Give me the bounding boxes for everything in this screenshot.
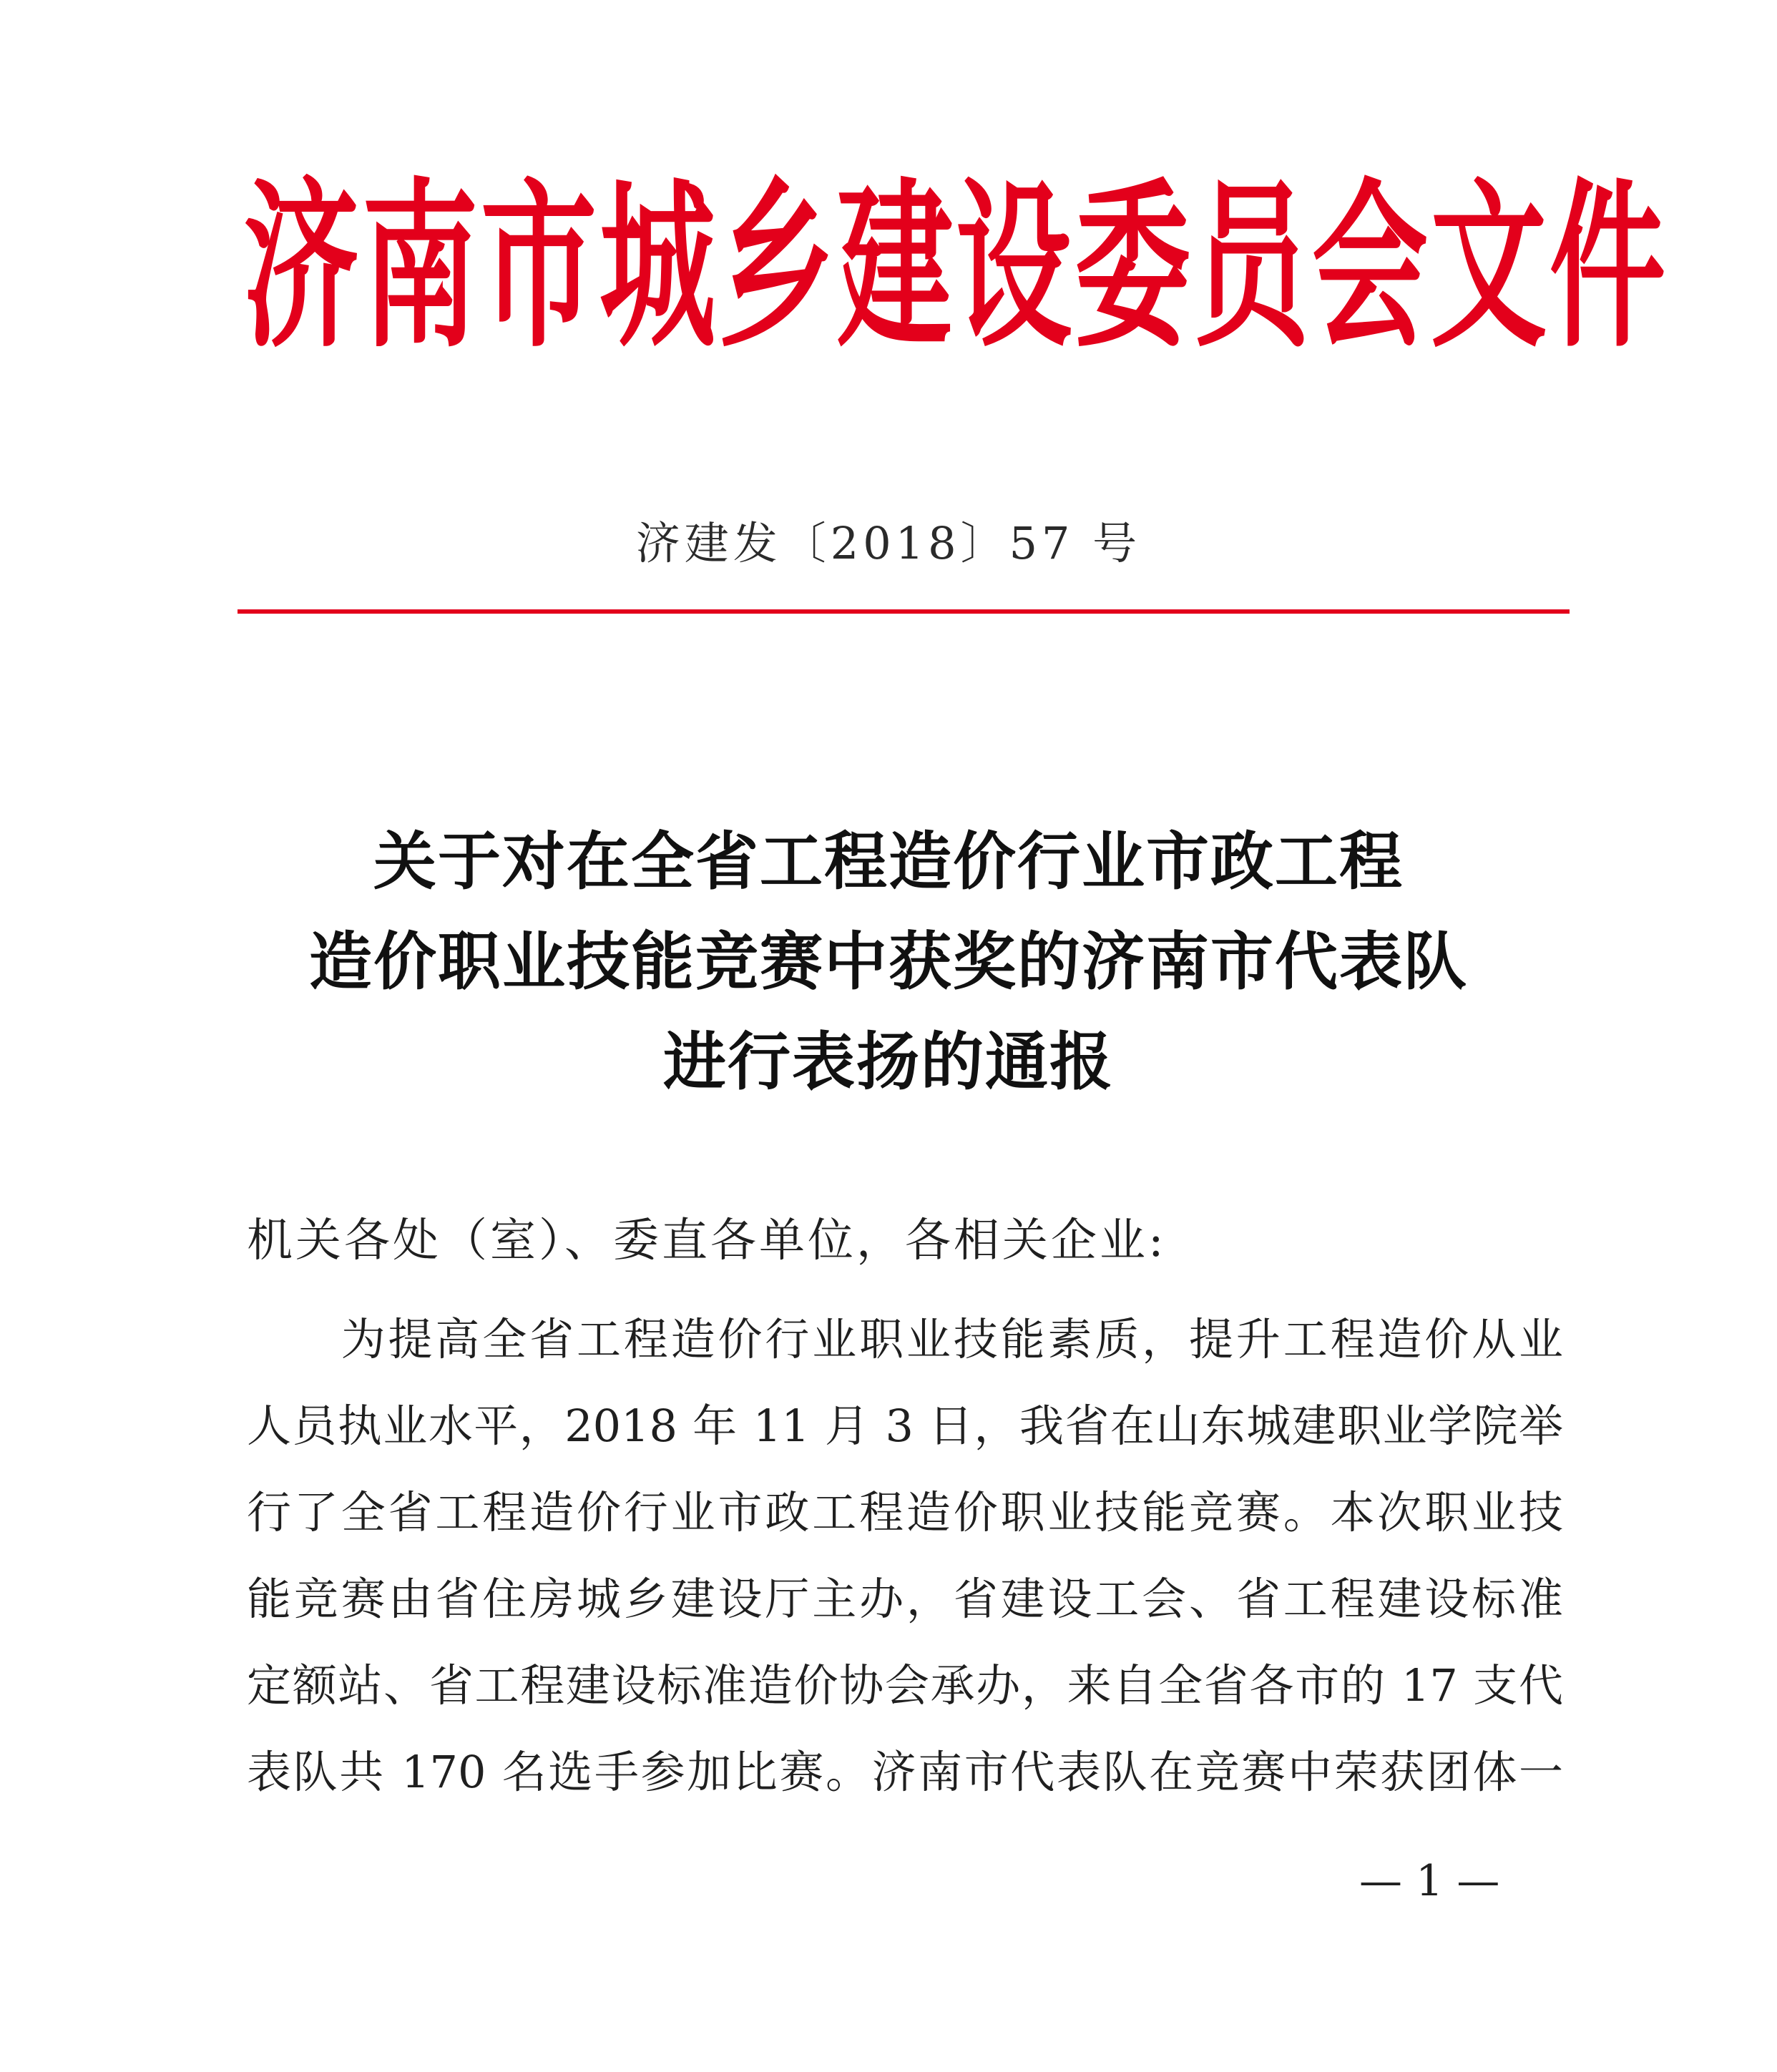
body-line: 定额站、省工程建设标准造价协会承办，来自全省各市的 17 支代 bbox=[247, 1659, 1563, 1712]
body-line: 表队共 170 名选手参加比赛。济南市代表队在竞赛中荣获团体一 bbox=[247, 1746, 1563, 1798]
notice-title-line: 关于对在全省工程造价行业市政工程 bbox=[373, 825, 1404, 898]
notice-title-line: 进行表扬的通报 bbox=[662, 1025, 1114, 1099]
red-divider-line bbox=[238, 609, 1570, 614]
body-line: 行了全省工程造价行业市政工程造价职业技能竞赛。本次职业技 bbox=[247, 1486, 1563, 1538]
body-paragraph bbox=[247, 1296, 1563, 1815]
notice-title bbox=[0, 812, 1777, 1112]
body-line: 能竞赛由省住房城乡建设厅主办，省建设工会、省工程建设标准 bbox=[247, 1573, 1563, 1625]
body-line: 人员执业水平，2018 年 11 月 3 日，我省在山东城建职业学院举 bbox=[247, 1400, 1563, 1452]
masthead-title: 济南市城乡建设委员会文件 bbox=[243, 164, 1668, 373]
page-number: — 1 — bbox=[1359, 1856, 1500, 1906]
notice-title-line: 造价职业技能竞赛中获奖的济南市代表队 bbox=[308, 925, 1468, 998]
salutation: 机关各处（室）、委直各单位，各相关企业: bbox=[247, 1214, 1167, 1267]
body-line: 为提高全省工程造价行业职业技能素质，提升工程造价从业 bbox=[247, 1313, 1563, 1365]
document-number: 济建发〔2018〕57 号 bbox=[635, 517, 1142, 569]
